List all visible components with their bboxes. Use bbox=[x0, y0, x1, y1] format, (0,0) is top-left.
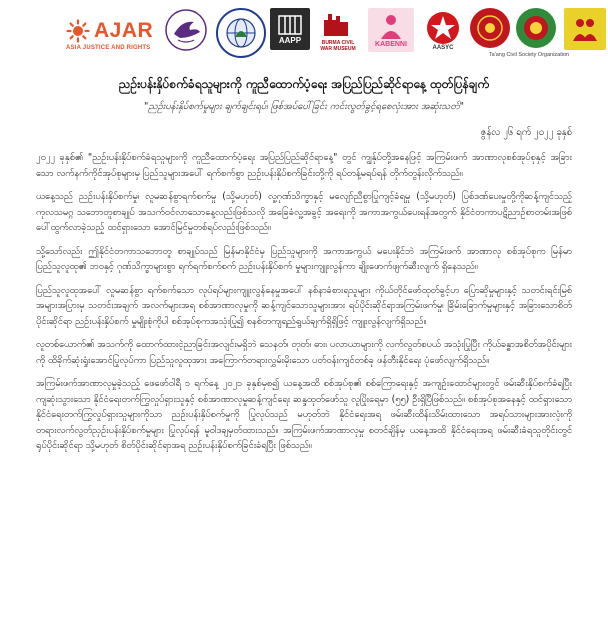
civil-war-museum-logo bbox=[316, 8, 360, 54]
ta-ang-csso-logo bbox=[516, 8, 556, 48]
ta-ang-emblem-icon bbox=[521, 13, 551, 43]
paragraph-2: ယနေ့သည် ညဉ်းပန်းနှိပ်စက်မှု၊ လူမဆန်စွာရက်စက်မှု (သို့မဟုတ်) လူ့ဂုဏ်သိက္ခာနှင့် မလျော်ညီစွာပြုကျင့်ခံရမှု (သို့မဟုတ်) ပြစ်ဒဏ်ပေးမှုတို့ကိုဆန့်ကျင်သည့် ကုလသမဂ္ဂ သဘောတူစာချုပ် အသက်ဝင်လာသောနေ့လည်းဖြစ်သလို အခြေခံလူ့အခွင့် အရေးကို အကာအကွယ်ပေးရန်အတွက် နိုင်ငံတကာပဋိညာဉ်စာတမ်းအဖြစ် ပေါ်ထွက်လာခဲ့သည့် ထင်ရှားသော အောင်မြင်မှုတစ်ရပ်လည်းဖြစ်သည်။ bbox=[36, 191, 572, 233]
aapp-logo bbox=[270, 8, 310, 50]
museum-hand-icon bbox=[318, 10, 358, 40]
red-emblem-icon bbox=[475, 13, 505, 43]
aapp-prison-icon bbox=[277, 14, 303, 36]
dove-icon bbox=[164, 8, 208, 52]
kabenni-logo bbox=[368, 8, 414, 52]
museum-text: BURMA CIVIL WAR MUSEUM bbox=[320, 40, 356, 52]
ajar-wordmark: AJAR bbox=[94, 19, 154, 42]
aapp-text: AAPP bbox=[278, 35, 302, 45]
kabenni-figure-icon bbox=[375, 13, 407, 41]
kabenni-text: KABENNI bbox=[375, 40, 407, 48]
paragraph-5: လူတစ်ယောက်၏ အသက်ကို ထောက်ထားငဲ့ညာခြင်းအလျင်းမရှိဘဲ သေနတ်၊ တုတ်၊ ဓား၊ ပလာယာများကို လက်လွတ်စပယ် အသုံးပြုပြီး ကိုယ်ခန္ဓာအစိတ်အပိုင်းများကို ထိခိုက်ဆုံးရှုံးအောင်ပြုလုပ်ကာ ပြည်သူလူထုအား အကြောက်တရားလွှမ်းမိုးသော ပတ်ဝန်းကျင်တစ်ခု ဖန်တီးနိုင်ရေး ပုံဖော်လျက်ရှိသည်။ bbox=[36, 339, 572, 366]
statement-date: ဇွန်လ ၂၆ ရက် ၂၀၂၂ ခုနှစ် bbox=[480, 127, 572, 138]
ngo-circle-logo bbox=[216, 8, 266, 58]
dove-logo bbox=[164, 8, 208, 52]
paragraph-3: သို့သော်လည်း ဤနိုင်ငံတကာသဘောတူ စာချုပ်သည် မြန်မာနိုင်ငံမှ ပြည်သူများကို အကာအကွယ် မပေးနိုင်ဘဲ အကြမ်းဖက် အာဏာလု စစ်အုပ်စုက မြန်မာပြည်သူလူထု၏ ဘဝနှင့် ဂုဏ်သိက္ခာများစွာ ရက်ရက်စက်စက် ညဉ်းပန်းနှိပ်စက် မှုများကျူးလွန်ကာ ချိုးဖောက်ဖျက်ဆီးလျက် ရှိနေသည်။ bbox=[36, 245, 572, 272]
paragraph-6: အကြမ်းဖက်အာဏာလုမှုခဲ့သည့် ဖေဖော်ဝါရီ ၁ ရက်နေ့ ၂၀၂၁ ခုနှစ်မှစ၍ ယနေ့အထိ စစ်အုပ်စု၏ စစ်ကြောရေးနှင့် အကျဉ်းထောင်များတွင် ဖမ်းဆီးနှိပ်စက်ခံရပြီး ကျဆုံးသွားသော နိုင်ငံရေးတက်ကြွလှုပ်ရှားသူနှင့် စစ်အာဏာလုမှုဆန့်ကျင်ရေး ဆန္ဒထုတ်ဖော်သူ လူပြိုးရေမှာ (၅၅) ဦးရှိပြီဖြစ်သည်။ စစ်အုပ်စုအနေနှင့် ထင်ရှားသော နိုင်ငံရေးတက်ကြွလှုပ်ရှားသူများကိုသာ ညဉ်းပန်းနှိပ်စက်မှုကို ပြုလုပ်သည် မဟုတ်ဘဲ နိုင်ငံရေးအရ ဖမ်းဆီးထိန်းသိမ်းထားသော အရပ်သားများအားလုံးကို တရားလက်လွတ်ညှဉ်းပန်းနှိပ်စက်မှုများ ပြုလုပ်ရန် မူဝါဒချမှတ်ထားသည်။ အကြမ်းဖက်အာဏာလုမှု စတင်ချိန်မှ ယနေ့အထိ နိုင်ငံရေးအရ ဖမ်းဆီးခံရသူတိုင်းတွင် ရုပ်ပိုင်းဆိုင်ရာ သို့မဟုတ် စိတ်ပိုင်းဆိုင်ရာအရ ညဉ်းပန်းနှိပ်စက်ခြင်းခံရပြီး ဖြစ်သည်။ bbox=[36, 378, 572, 451]
women-group-logo bbox=[564, 8, 606, 50]
ajar-logo bbox=[66, 12, 158, 58]
paragraph-4: ပြည်သူလူထုအပေါ် လူမဆန်စွာ ရက်စက်သော လုပ်ရပ်များကျူးလွန်နေမှုအပေါ် နစ်နာခံစားရသူများ ကိုယ်တိုင်ဖော်ထုတ်ခွင့်ဟ ပြောဆိုမှုများနှင့် သတင်းရင်းမြစ်အများအပြားမှ သတင်းအချက် အလက်များအရ စစ်အာဏာလုမှုကို ဆန့်ကျင်သောသူများအား ရပ်ပိုင်းဆိုင်ရာအကြမ်းဖက်မှု၊ ခြိမ်းခြောက်မှုများနှင့် အခြားသောစိတ်ပိုင်းဆိုင်ရာ ညဉ်းပန်းနှိပ်စက် မှုမျိုးစုံကိုပါ စစ်အုပ်စုကအသုံးပြု၍ စနစ်တကျရည်ရွယ်ချက်ရှိရှိဖြင့် ကျူးလွန်လျက်ရှိသည်။ bbox=[36, 284, 572, 327]
aasyc-star-icon bbox=[426, 11, 460, 45]
tcso-caption: Ta'ang Civil Society Organization bbox=[488, 52, 570, 58]
aasyc-text: AASYC bbox=[432, 45, 454, 51]
women-figures-icon bbox=[569, 13, 601, 45]
logo-strip bbox=[36, 0, 572, 66]
ngo-globe-icon bbox=[223, 15, 259, 51]
red-circle-logo bbox=[470, 8, 510, 48]
paragraph-1: ၂၀၂၂ ခုနှစ်၏ "ညဉ်းပန်းနှိပ်စက်ခံရသူများကို ကူညီထောက်ပံ့ရေး အပြည်ပြည်ဆိုင်ရာနေ့" တွင် ကျွန်ုပ်တို့အနေဖြင့် အကြမ်းဖက် အာဏာလုစစ်အုပ်စုနှင့် အခြားသော လက်နက်ကိုင်အုပ်စုများမှ ပြည်သူများအပေါ် ရက်စက်စွာ ညဉ်းပန်းနှိပ်စက်ခြင်းတို့ကို ရပ်တန့်မရပ်ရန် တိုက်တွန်းလိုက်သည်။ bbox=[36, 152, 572, 179]
ajar-sun-icon bbox=[66, 19, 90, 43]
aasyc-logo bbox=[422, 8, 464, 54]
statement-slogan: "ညဉ်းပန်းနှိပ်စက်မှုများ ချက်ချင်းရပ်၊ ဖြစ်အပ်ပေါ်ခြင်း ကင်းလွတ်ခွင့်ရစေလုံးအား အဆုံးသတ်" bbox=[144, 101, 464, 112]
statement-title: ညဉ်းပန်းနှိပ်စက်ခံရသူများကို ကူညီထောက်ပံ့ရေး အပြည်ပြည်ဆိုင်ရာနေ့ ထုတ်ပြန်ချက် bbox=[118, 77, 490, 91]
ajar-subtitle: ASIA JUSTICE AND RIGHTS bbox=[66, 45, 151, 51]
